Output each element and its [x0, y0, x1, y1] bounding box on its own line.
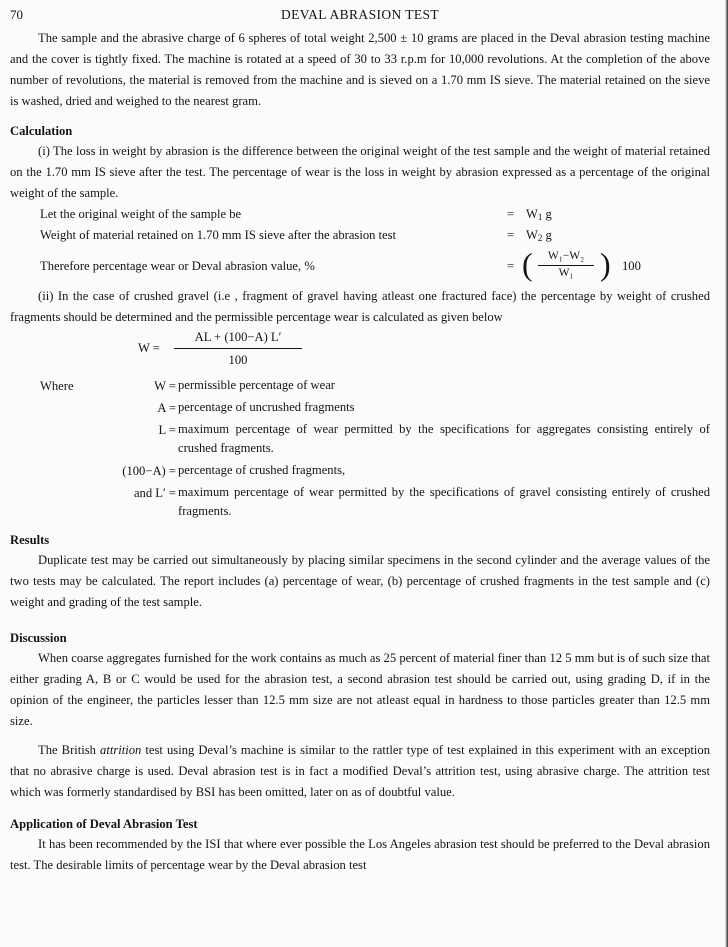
calculation-paragraph-2: (ii) In the case of crushed gravel (i.e , fragment of gravel having atleast one fractured face) the percentage by weight of crushed fragments should be determined and the permissible percentage wear is calculated as given below: [10, 289, 710, 324]
retained-weight-row: [10, 225, 710, 246]
calculation-heading: Calculation: [10, 124, 73, 138]
application-paragraph: It has been recommended by the ISI that where ever possible the Los Angeles abrasion test should be preferred to the Deval abrasion test. The desirable limits of percentage wear by the Deval abrasion test: [10, 837, 710, 872]
attrition-italic: attrition: [100, 743, 142, 757]
definition-text: permissible percentage of wear: [178, 378, 335, 392]
document-page: [10, 0, 710, 876]
w2-value: $W_2$ g: [526, 228, 552, 243]
wear-factor: 100: [622, 259, 641, 273]
results-paragraph: Duplicate test may be carried out simultaneously by placing similar specimens in the second cylinder and the average values of the two tests may be calculated. The report includes (a) percentage of wear, (b) percentage of crushed fragments in the test sample and (c) weight and grading of the test sample.: [10, 553, 710, 609]
application-heading: Application of Deval Abrasion Test: [10, 817, 198, 831]
right-parenthesis: ): [600, 246, 611, 282]
permissible-wear-formula: [10, 328, 710, 376]
wear-fraction: [538, 249, 594, 281]
wear-fraction-numerator: W₁−W₂: [538, 249, 594, 266]
left-parenthesis: (: [522, 246, 533, 282]
discussion-paragraph-1: When coarse aggregates furnished for the work contains as much as 25 percent of material finer than 12 5 mm but is of such size that either grading A, B or C would be used for the abrasion test, a second abrasion test should be carried out, using grading D, if in the opinion of the engineer, the particles lesser than 12.5 mm size are not atleast equal in hardness to those particles greater than 12.5 mm size.: [10, 651, 710, 728]
intro-paragraph: The sample and the abrasive charge of 6 spheres of total weight 2,500 ± 10 grams are placed in the Deval abrasion testing machine and the cover is tightly fixed. The machine is rotated at a speed of 30 to 33 r.p.m for 10,000 revolutions. At the completion of the above number of revolutions, the material is removed from the machine and is sieved on a 1.70 mm IS sieve. The material retained on the sieve is washed, dried and weighed to the nearest gram.: [10, 31, 710, 108]
definition-row: [10, 376, 710, 395]
formula-fraction: [174, 328, 302, 369]
wear-fraction-denominator: W₁: [558, 267, 574, 279]
discussion-heading: Discussion: [10, 631, 67, 645]
discussion-paragraph-2: The British attrition test using Deval’s machine is similar to the rattler type of test explained in this experiment with an exception that no abrasive charge is used. Deval abrasion test is in fact a modified Deval’s attrition test, using abrasive charge. The attrition test which was formerly standardised by BSI has been omitted, later on as of doubtful value.: [10, 743, 710, 799]
definition-row: [10, 461, 710, 480]
definition-text: maximum percentage of wear permitted by the specifications for aggregates consisting entirely of crushed fragments.: [178, 422, 710, 455]
definition-text: maximum percentage of wear permitted by the specifications of gravel consisting entirely of crushed fragments.: [178, 485, 710, 518]
formula-denominator: 100: [228, 353, 248, 367]
definition-symbol: L =: [158, 423, 176, 437]
equals-sign: =: [507, 228, 515, 242]
equals-sign: =: [507, 259, 515, 273]
formula-lhs: W =: [138, 341, 160, 355]
definition-row: [10, 398, 710, 417]
definition-symbol: A =: [157, 401, 176, 415]
definition-text: percentage of crushed fragments,: [178, 463, 346, 477]
definition-symbol: and L′ =: [133, 486, 176, 500]
results-heading: Results: [10, 533, 50, 547]
definition-symbol: (100−A) =: [122, 464, 176, 478]
equals-sign: =: [507, 207, 515, 221]
definition-row: [10, 420, 710, 458]
original-weight-label: Let the original weight of the sample be: [40, 207, 242, 221]
calculation-paragraph-1: (i) The loss in weight by abrasion is the difference between the original weight of the test sample and the weight of material retained on the 1.70 mm IS sieve after the test. The percentage of wear is the loss in weight by abrasion expressed as a percentage of the original weight of the sample.: [10, 144, 710, 200]
definition-row: [10, 483, 710, 521]
running-title: DEVAL ABRASION TEST: [280, 7, 440, 22]
where-label: Where: [40, 379, 74, 393]
percentage-wear-formula: [10, 246, 710, 286]
page-header: [10, 2, 710, 28]
formula-numerator: AL + (100−A) L′: [174, 328, 302, 349]
w1-value: $W_1$ g: [526, 207, 552, 222]
definition-symbol: W =: [154, 379, 176, 393]
definition-text: percentage of uncrushed fragments: [178, 400, 355, 414]
page-number: 70: [10, 7, 23, 22]
retained-weight-label: Weight of material retained on 1.70 mm IS sieve after the abrasion test: [40, 228, 397, 242]
original-weight-row: [10, 204, 710, 225]
percentage-wear-label: Therefore percentage wear or Deval abrasion value, %: [40, 259, 315, 273]
